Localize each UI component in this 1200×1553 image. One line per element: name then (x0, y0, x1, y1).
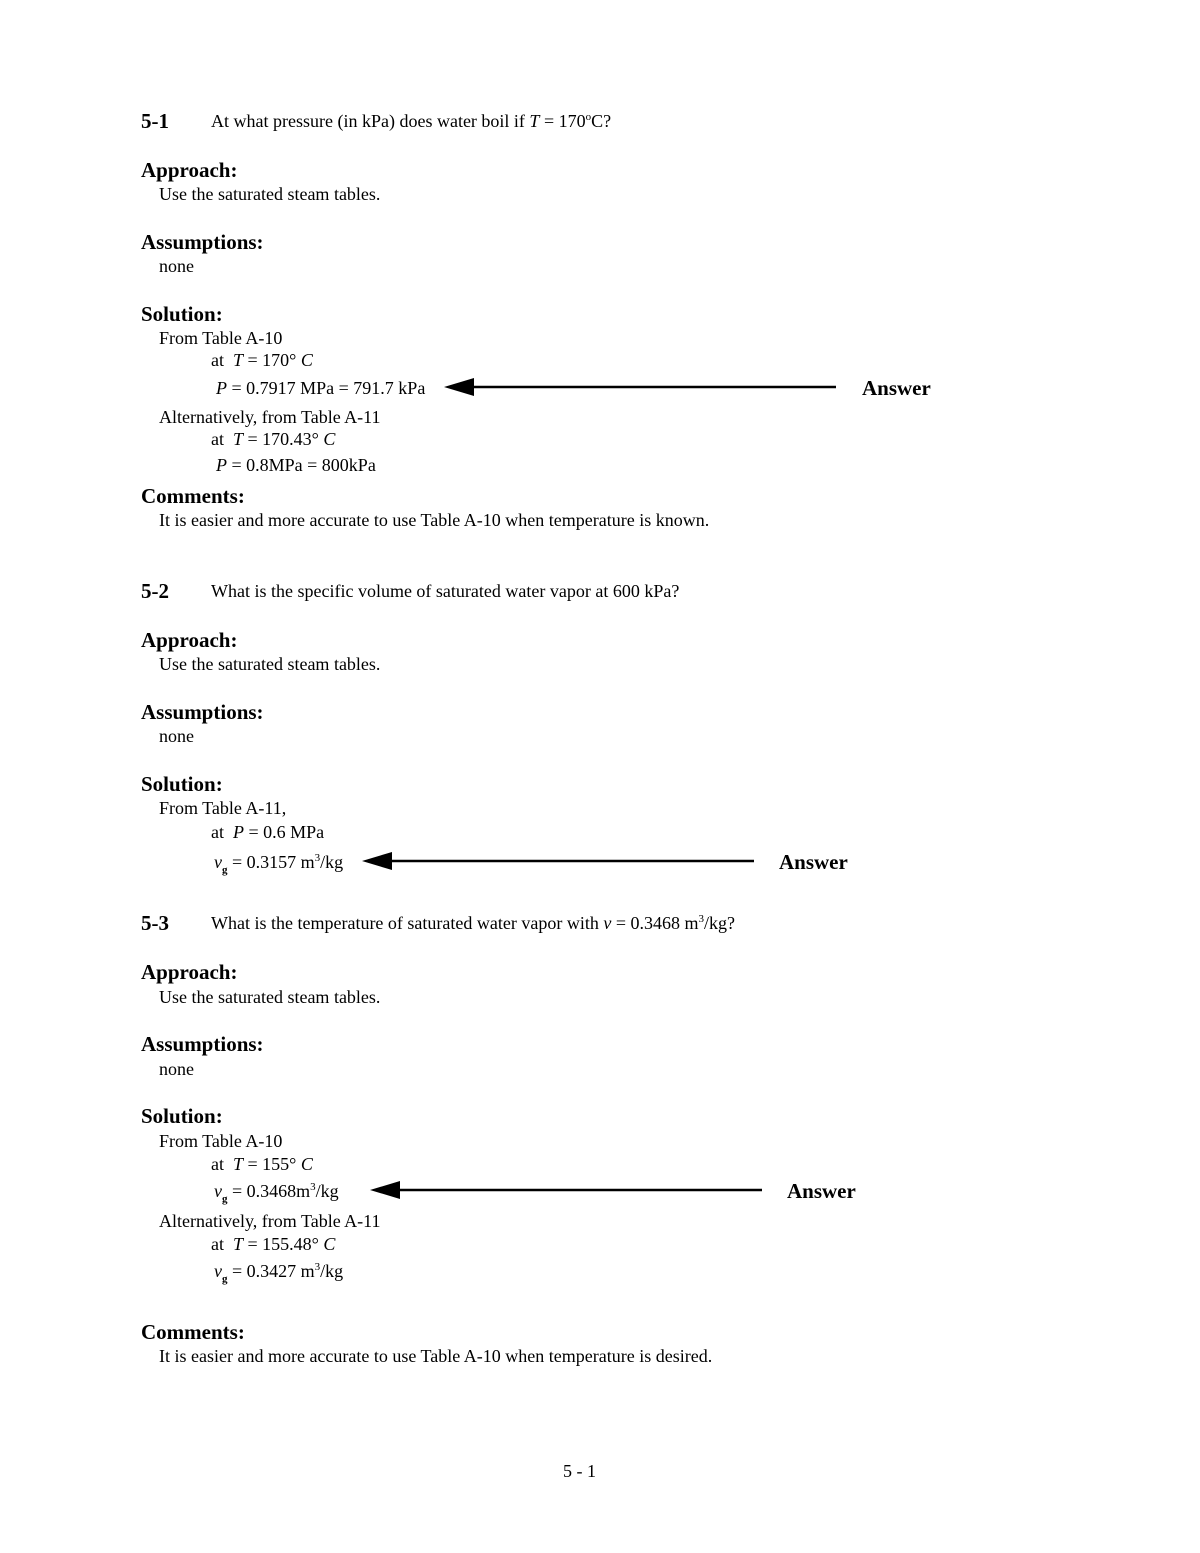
answer-arrow (366, 1179, 766, 1201)
comments-heading: Comments: (141, 1320, 245, 1344)
solution-result: P = 0.7917 MPa = 791.7 kPa (216, 378, 426, 398)
assumptions-text: none (159, 726, 194, 746)
solution-line: P = 0.8MPa = 800kPa (216, 455, 376, 475)
solution-result: $v_g = 0.3157$ $m^3/kg$ (214, 852, 344, 876)
comments-heading: Comments: (141, 484, 245, 508)
approach-heading: Approach: (141, 158, 238, 182)
solution-result: $v_g = 0.3468m^3/kg$ (214, 1181, 339, 1205)
solution-heading: Solution: (141, 772, 223, 796)
solution-line: From Table A-10 (159, 1131, 283, 1151)
problem-question: At what pressure (in kPa) does water boil if $T = 170^oC$? (211, 111, 612, 131)
assumptions-text: none (159, 1059, 194, 1079)
assumptions-text: none (159, 256, 194, 276)
assumptions-heading: Assumptions: (141, 700, 264, 724)
assumptions-heading: Assumptions: (141, 1032, 264, 1056)
comments-text: It is easier and more accurate to use Table A-10 when temperature is known. (159, 510, 710, 530)
approach-heading: Approach: (141, 960, 238, 984)
approach-text: Use the saturated steam tables. (159, 987, 381, 1007)
solution-heading: Solution: (141, 1104, 223, 1128)
solution-line: at T = 170° C (211, 350, 313, 370)
assumptions-heading: Assumptions: (141, 230, 264, 254)
answer-label: Answer (787, 1179, 856, 1203)
solution-line: From Table A-10 (159, 328, 283, 348)
approach-text: Use the saturated steam tables. (159, 654, 381, 674)
solution-heading: Solution: (141, 302, 223, 326)
answer-label: Answer (862, 376, 931, 400)
approach-text: Use the saturated steam tables. (159, 184, 381, 204)
solution-line: at T = 170.43° C (211, 429, 336, 449)
solution-line: $v_g = 0.3427$ $m^3/kg$ (214, 1261, 344, 1285)
comments-text: It is easier and more accurate to use Table A-10 when temperature is desired. (159, 1346, 713, 1366)
solution-line: From Table A-11, (159, 798, 287, 818)
answer-label: Answer (779, 850, 848, 874)
solution-line: at T = 155.48° C (211, 1234, 336, 1254)
problem-question: What is the specific volume of saturated water vapor at 600 kPa? (211, 581, 680, 601)
solution-line: at T = 155° C (211, 1154, 313, 1174)
answer-arrow (440, 376, 840, 398)
page-number: 5 - 1 (563, 1461, 596, 1481)
approach-heading: Approach: (141, 628, 238, 652)
solution-line: at P = 0.6 MPa (211, 822, 325, 842)
problem-number: 5-2 (141, 579, 169, 603)
answer-arrow (358, 850, 758, 872)
problem-number: 5-1 (141, 109, 169, 133)
solution-line: Alternatively, from Table A-11 (159, 407, 381, 427)
solution-line: Alternatively, from Table A-11 (159, 1211, 381, 1231)
problem-question: What is the temperature of saturated water vapor with v = 0.3468 $m^3/kg$? (211, 913, 735, 933)
problem-number: 5-3 (141, 911, 169, 935)
